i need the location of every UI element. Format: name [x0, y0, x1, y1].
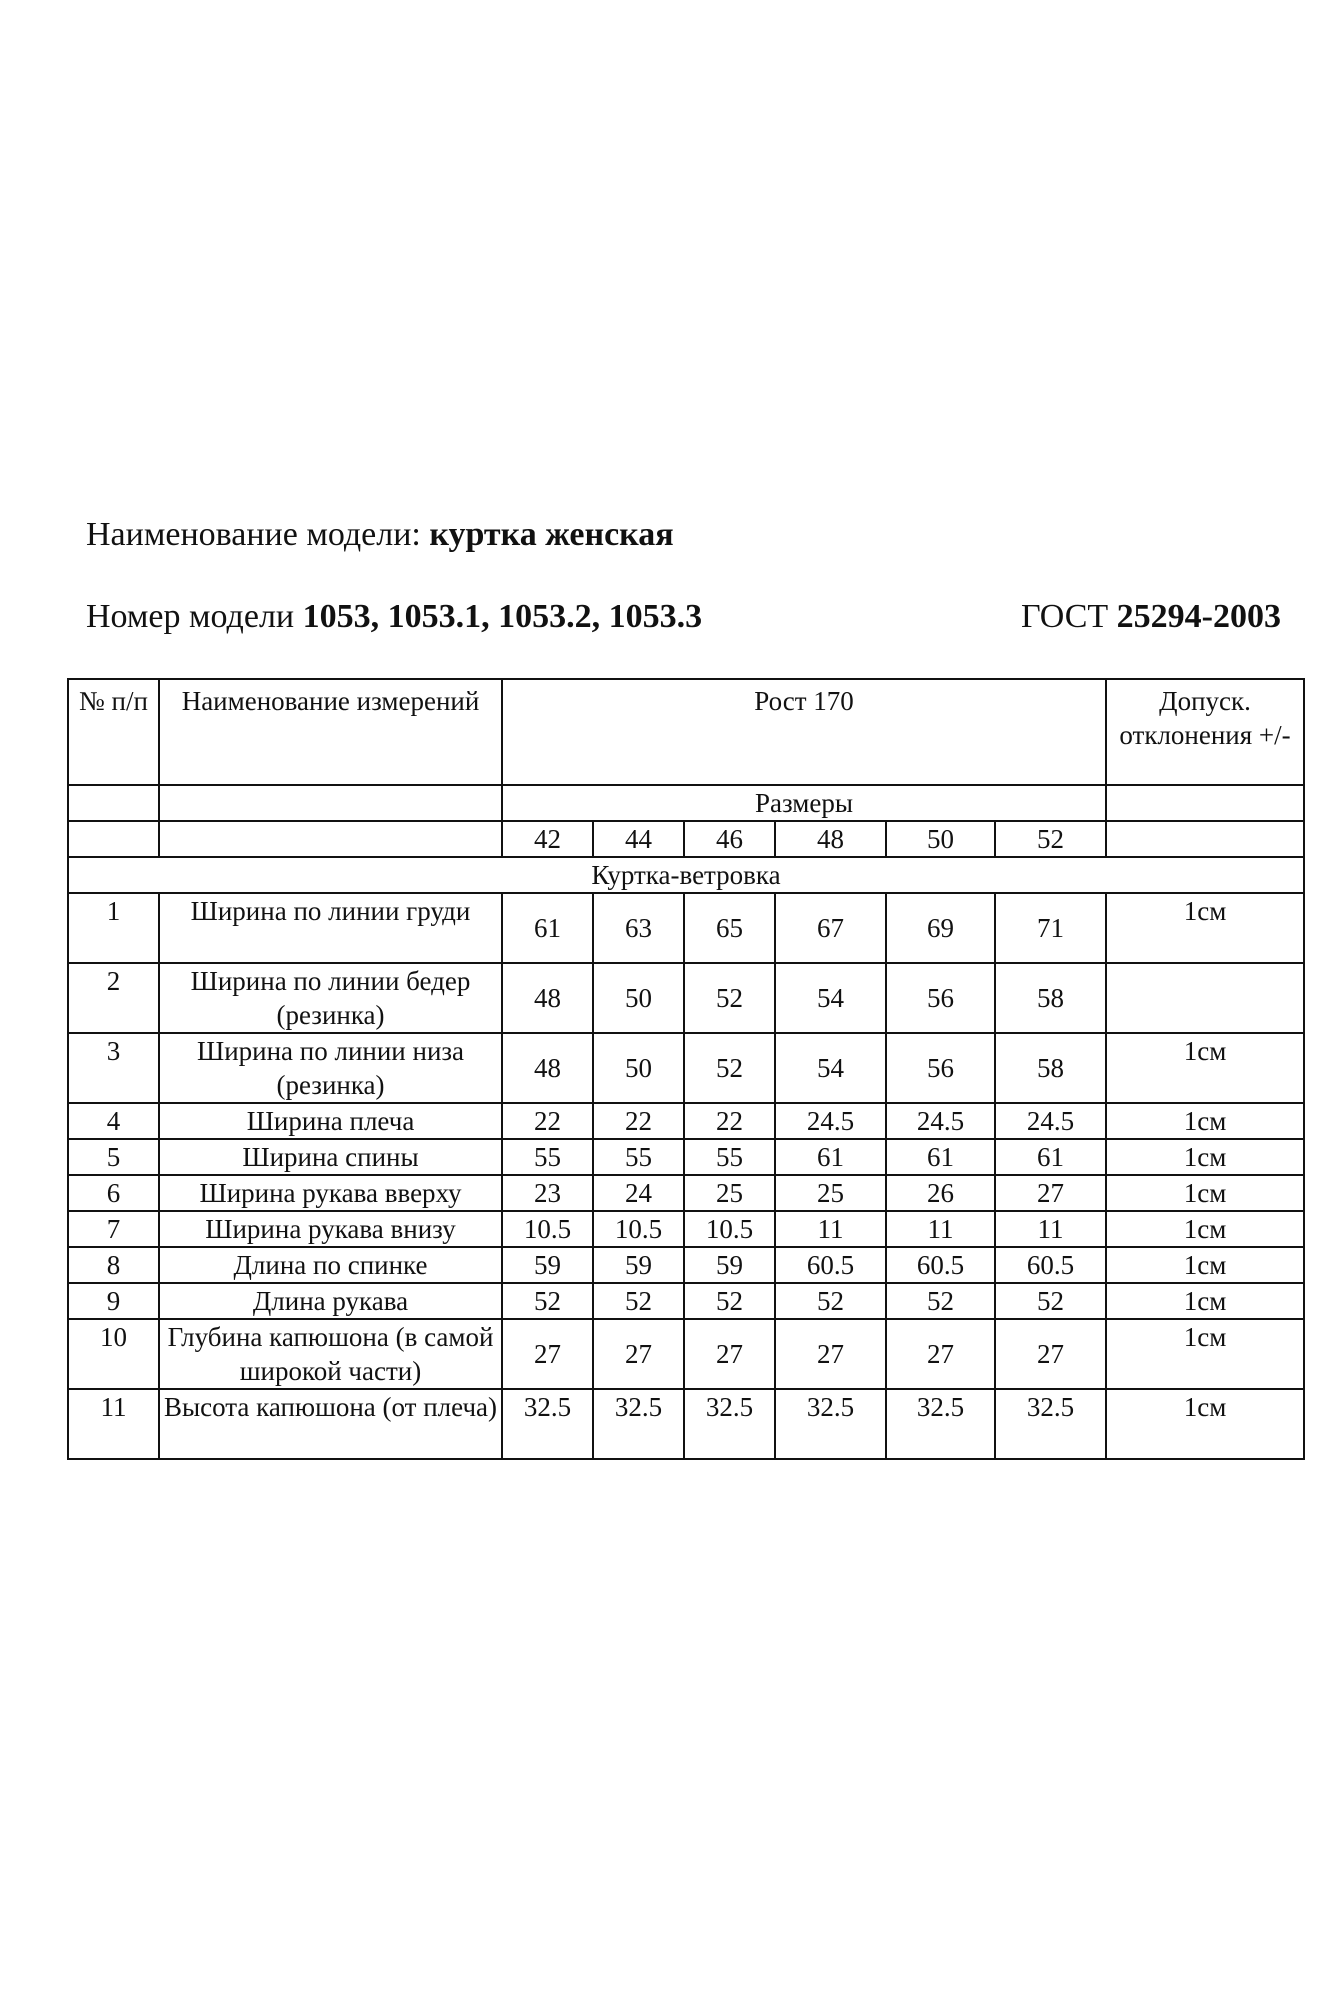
tolerance-value [1106, 963, 1304, 1033]
measurement-value: 10.5 [684, 1211, 775, 1247]
measurement-value: 60.5 [775, 1247, 886, 1283]
measurement-value: 23 [502, 1175, 593, 1211]
measurement-value: 59 [593, 1247, 684, 1283]
measurement-value: 27 [684, 1319, 775, 1389]
measurement-value: 50 [593, 963, 684, 1033]
measurement-value: 48 [502, 963, 593, 1033]
measurement-value: 32.5 [684, 1389, 775, 1459]
measurement-value: 63 [593, 893, 684, 963]
measurement-value: 59 [684, 1247, 775, 1283]
empty-cell [1106, 821, 1304, 857]
tolerance-value: 1см [1106, 1033, 1304, 1103]
measurement-value: 71 [995, 893, 1106, 963]
measurement-name: Ширина по линии низа (резинка) [159, 1033, 502, 1103]
gost-value: 25294-2003 [1116, 598, 1281, 635]
col-tolerance-header: Допуск. отклонения +/- [1106, 679, 1304, 785]
measurement-value: 24.5 [995, 1103, 1106, 1139]
measurement-value: 55 [593, 1139, 684, 1175]
measurement-value: 10.5 [502, 1211, 593, 1247]
measurement-value: 22 [593, 1103, 684, 1139]
measurement-value: 24.5 [886, 1103, 995, 1139]
model-name-label: Наименование модели: [86, 516, 430, 553]
measurement-value: 52 [684, 1283, 775, 1319]
measurement-value: 32.5 [775, 1389, 886, 1459]
measurement-name: Высота капюшона (от плеча) [159, 1389, 502, 1459]
measurement-value: 61 [775, 1139, 886, 1175]
measurement-name: Ширина по линии груди [159, 893, 502, 963]
measurement-value: 54 [775, 963, 886, 1033]
measurement-value: 54 [775, 1033, 886, 1103]
measurement-value: 32.5 [886, 1389, 995, 1459]
measurement-name: Глубина капюшона (в самой широкой части) [159, 1319, 502, 1389]
measurement-name: Ширина по линии бедер (резинка) [159, 963, 502, 1033]
table-row [68, 1319, 1304, 1389]
table-row [68, 1247, 1304, 1283]
measurement-value: 61 [502, 893, 593, 963]
tolerance-value: 1см [1106, 1139, 1304, 1175]
measurement-name: Ширина спины [159, 1139, 502, 1175]
measurement-value: 67 [775, 893, 886, 963]
row-number: 3 [68, 1033, 159, 1103]
row-number: 7 [68, 1211, 159, 1247]
sizes-row [68, 821, 1304, 857]
measurement-value: 32.5 [593, 1389, 684, 1459]
measurement-value: 59 [502, 1247, 593, 1283]
model-number-label: Номер модели [86, 598, 303, 635]
measurement-value: 32.5 [502, 1389, 593, 1459]
model-number-line [86, 598, 702, 636]
table-row [68, 963, 1304, 1033]
empty-cell [159, 785, 502, 821]
table-body [68, 679, 1304, 1459]
tolerance-value: 1см [1106, 1247, 1304, 1283]
row-number: 6 [68, 1175, 159, 1211]
tolerance-value: 1см [1106, 1211, 1304, 1247]
measurement-value: 24 [593, 1175, 684, 1211]
measurement-value: 10.5 [593, 1211, 684, 1247]
measurement-value: 52 [775, 1283, 886, 1319]
measurement-value: 56 [886, 1033, 995, 1103]
row-number: 9 [68, 1283, 159, 1319]
measurement-value: 58 [995, 963, 1106, 1033]
measurement-value: 55 [684, 1139, 775, 1175]
measurement-name: Ширина плеча [159, 1103, 502, 1139]
measurement-name: Ширина рукава внизу [159, 1211, 502, 1247]
header-row [68, 679, 1304, 785]
measurement-value: 24.5 [775, 1103, 886, 1139]
gost-line [1021, 598, 1281, 636]
size-header: 50 [886, 821, 995, 857]
tolerance-value: 1см [1106, 1319, 1304, 1389]
measurement-value: 32.5 [995, 1389, 1106, 1459]
measurement-value: 60.5 [995, 1247, 1106, 1283]
size-header: 46 [684, 821, 775, 857]
measurement-value: 11 [886, 1211, 995, 1247]
table-row [68, 1033, 1304, 1103]
section-row [68, 857, 1304, 893]
table-row [68, 893, 1304, 963]
tolerance-value: 1см [1106, 1389, 1304, 1459]
size-header: 42 [502, 821, 593, 857]
empty-cell [68, 785, 159, 821]
size-chart-table [67, 678, 1305, 1460]
measurement-value: 52 [684, 963, 775, 1033]
measurement-value: 27 [593, 1319, 684, 1389]
table-row [68, 1139, 1304, 1175]
row-number: 11 [68, 1389, 159, 1459]
measurement-value: 58 [995, 1033, 1106, 1103]
measurement-value: 52 [593, 1283, 684, 1319]
measurement-value: 52 [684, 1033, 775, 1103]
measurement-value: 25 [684, 1175, 775, 1211]
tolerance-value: 1см [1106, 893, 1304, 963]
model-name-value: куртка женская [429, 516, 674, 553]
row-number: 4 [68, 1103, 159, 1139]
tolerance-value: 1см [1106, 1283, 1304, 1319]
measurement-value: 11 [995, 1211, 1106, 1247]
measurement-value: 61 [886, 1139, 995, 1175]
col-name-header: Наименование измерений [159, 679, 502, 785]
measurement-value: 52 [995, 1283, 1106, 1319]
measurement-value: 22 [502, 1103, 593, 1139]
tolerance-value: 1см [1106, 1103, 1304, 1139]
measurement-value: 27 [775, 1319, 886, 1389]
measurement-value: 52 [502, 1283, 593, 1319]
table-row [68, 1389, 1304, 1459]
measurement-name: Ширина рукава вверху [159, 1175, 502, 1211]
measurement-value: 56 [886, 963, 995, 1033]
row-number: 8 [68, 1247, 159, 1283]
col-height-header: Рост 170 [502, 679, 1106, 785]
size-header: 52 [995, 821, 1106, 857]
measurement-value: 69 [886, 893, 995, 963]
empty-cell [159, 821, 502, 857]
measurement-value: 55 [502, 1139, 593, 1175]
measurement-value: 27 [995, 1175, 1106, 1211]
empty-cell [1106, 785, 1304, 821]
measurement-value: 65 [684, 893, 775, 963]
row-number: 5 [68, 1139, 159, 1175]
row-number: 2 [68, 963, 159, 1033]
measurement-value: 27 [502, 1319, 593, 1389]
measurement-value: 61 [995, 1139, 1106, 1175]
gost-label: ГОСТ [1020, 598, 1117, 635]
row-number: 1 [68, 893, 159, 963]
measurement-value: 48 [502, 1033, 593, 1103]
measurement-value: 22 [684, 1103, 775, 1139]
table-row [68, 1103, 1304, 1139]
measurement-value: 27 [995, 1319, 1106, 1389]
measurement-value: 26 [886, 1175, 995, 1211]
measurement-name: Длина по спинке [159, 1247, 502, 1283]
table-row [68, 1175, 1304, 1211]
sizes-label: Размеры [502, 785, 1106, 821]
sizes-label-row [68, 785, 1304, 821]
measurement-value: 52 [886, 1283, 995, 1319]
measurement-value: 27 [886, 1319, 995, 1389]
size-header: 44 [593, 821, 684, 857]
measurement-value: 25 [775, 1175, 886, 1211]
section-title: Куртка-ветровка [68, 857, 1304, 893]
measurement-name: Длина рукава [159, 1283, 502, 1319]
model-name-line [86, 516, 674, 554]
row-number: 10 [68, 1319, 159, 1389]
table-row [68, 1283, 1304, 1319]
measurement-value: 11 [775, 1211, 886, 1247]
measurement-value: 50 [593, 1033, 684, 1103]
size-header: 48 [775, 821, 886, 857]
measurement-value: 60.5 [886, 1247, 995, 1283]
table-row [68, 1211, 1304, 1247]
tolerance-value: 1см [1106, 1175, 1304, 1211]
empty-cell [68, 821, 159, 857]
model-number-value: 1053, 1053.1, 1053.2, 1053.3 [302, 598, 703, 635]
col-no-header: № п/п [68, 679, 159, 785]
